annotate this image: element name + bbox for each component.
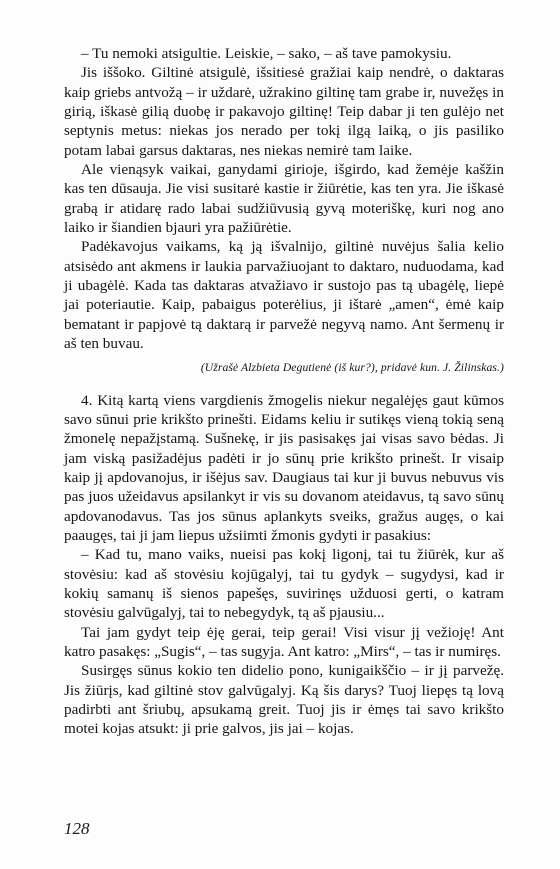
source-note: (Užrašė Alzbieta Degutienė (iš kur?), pridavė kun. J. Žilinskas.)	[200, 360, 504, 374]
paragraph-6: – Kad tu, mano vaiks, nueisi pas kokį ligonį, tai tu žiūrėk, kur aš stovėsiu: kad aš stovėsiu kojūgalyj, tai tu gydyk – sugydysi, kad ir kokių samanų iš sienos papešęs, suvirinęs užduosi gerti, o katram stovėsiu galvūgalyj, tai to nebegydyk, tą aš pjausiu...	[64, 546, 504, 622]
page-number: 128	[64, 819, 90, 838]
paragraph-3: Ale vienąsyk vaikai, ganydami girioje, išgirdo, kad žemėje kašžin kas ten dūsauja. Jie visi susitarė kastie ir žiūrėtie, kas ten yra. Jie iškasė grabą ir atidarę rado labai sudžiūvusią gyvą moteriškę, kuri nog ano laiko ir šiandien bjauri yra pažiūrėtie.	[64, 161, 504, 237]
paragraph-8: Susirgęs sūnus kokio ten didelio pono, kunigaikščio – ir jį parvežę. Jis žiūrįs, kad giltinė stov galvūgalyj. Ką šis darys? Tuoj liepęs tą lovą padirbti ant šriubų, apsukamą greit. Tuoj jis ir ėmęs tai savo krikšto motei kojas atsukt: ji prie galvos, jis jai – kojas.	[64, 662, 504, 738]
paragraph-7: Tai jam gydyt teip ėję gerai, teip gerai! Visi visur jį vežioję! Ant katro pasakęs: „Sugis“, – tas sugyja. Ant katro: „Mirs“, – tas ir numiręs.	[64, 623, 504, 660]
paragraph-2: Jis iššoko. Giltinė atsigulė, išsitiesė gražiai kaip nendrė, o daktaras kaip griebs antvožą – ir uždarė, užrakino giltinę tam grabe ir, nuvežęs in girią, iškasė gilią duobę ir pakavojo giltinę! Teip dabar ji ten gulėjo net septynis metus: niekas jos nerado per tokį ilgą laiką, o jis pasiliko potam labai garsus daktaras, nes niekas nemirė tam laike.	[64, 64, 504, 159]
paragraph-1: – Tu nemoki atsigultie. Leiskie, – sako, – aš tave pamokysiu.	[81, 45, 452, 62]
paragraph-5: 4. Kitą kartą viens vargdienis žmogelis niekur negalėjęs gaut kūmos savo sūnui prie krikšto prinešti. Eidams keliu ir sutikęs vieną tokią seną žmonelę nepažįstamą. Sušnekę, ir jis pasisakęs jai visas savo bėdas. Ji jam viską pasižadėjus padėti ir jo sūnų prie krikšto prinešt. Ir visaip kaip jį apdovanojus, ir išėjus sav. Daugiaus tai kur ji buvus nebuvus vis pas juos užeidavus apsilankyt ir vis su dovanom ateidavus, tą savo sūnų apdovanodavus. Tas jos sūnus aplankyts sveiks, gražus augęs, o kai paaugęs, tai ji jam liepus užsiimti žmonis gydyti ir pasakius:	[64, 391, 504, 544]
page-body	[64, 44, 504, 739]
paragraph-4: Padėkavojus vaikams, ką ją išvalnijo, giltinė nuvėjus šalia kelio atsisėdo ant akmens ir laukia parvažiuojant to daktaro, nuduodama, kad ji ubagėlė. Kada tas daktaras atvažiavo ir sustojo pas tą ubagėlę, liepė jai poteriautie. Kaip, pabaigus poterėlius, ji ištarė „amen“, ėmė kaip bematant ir papjovė tą daktarą ir parvežė negyvą namo. Ant šermenų ir aš ten buvau.	[64, 238, 504, 353]
